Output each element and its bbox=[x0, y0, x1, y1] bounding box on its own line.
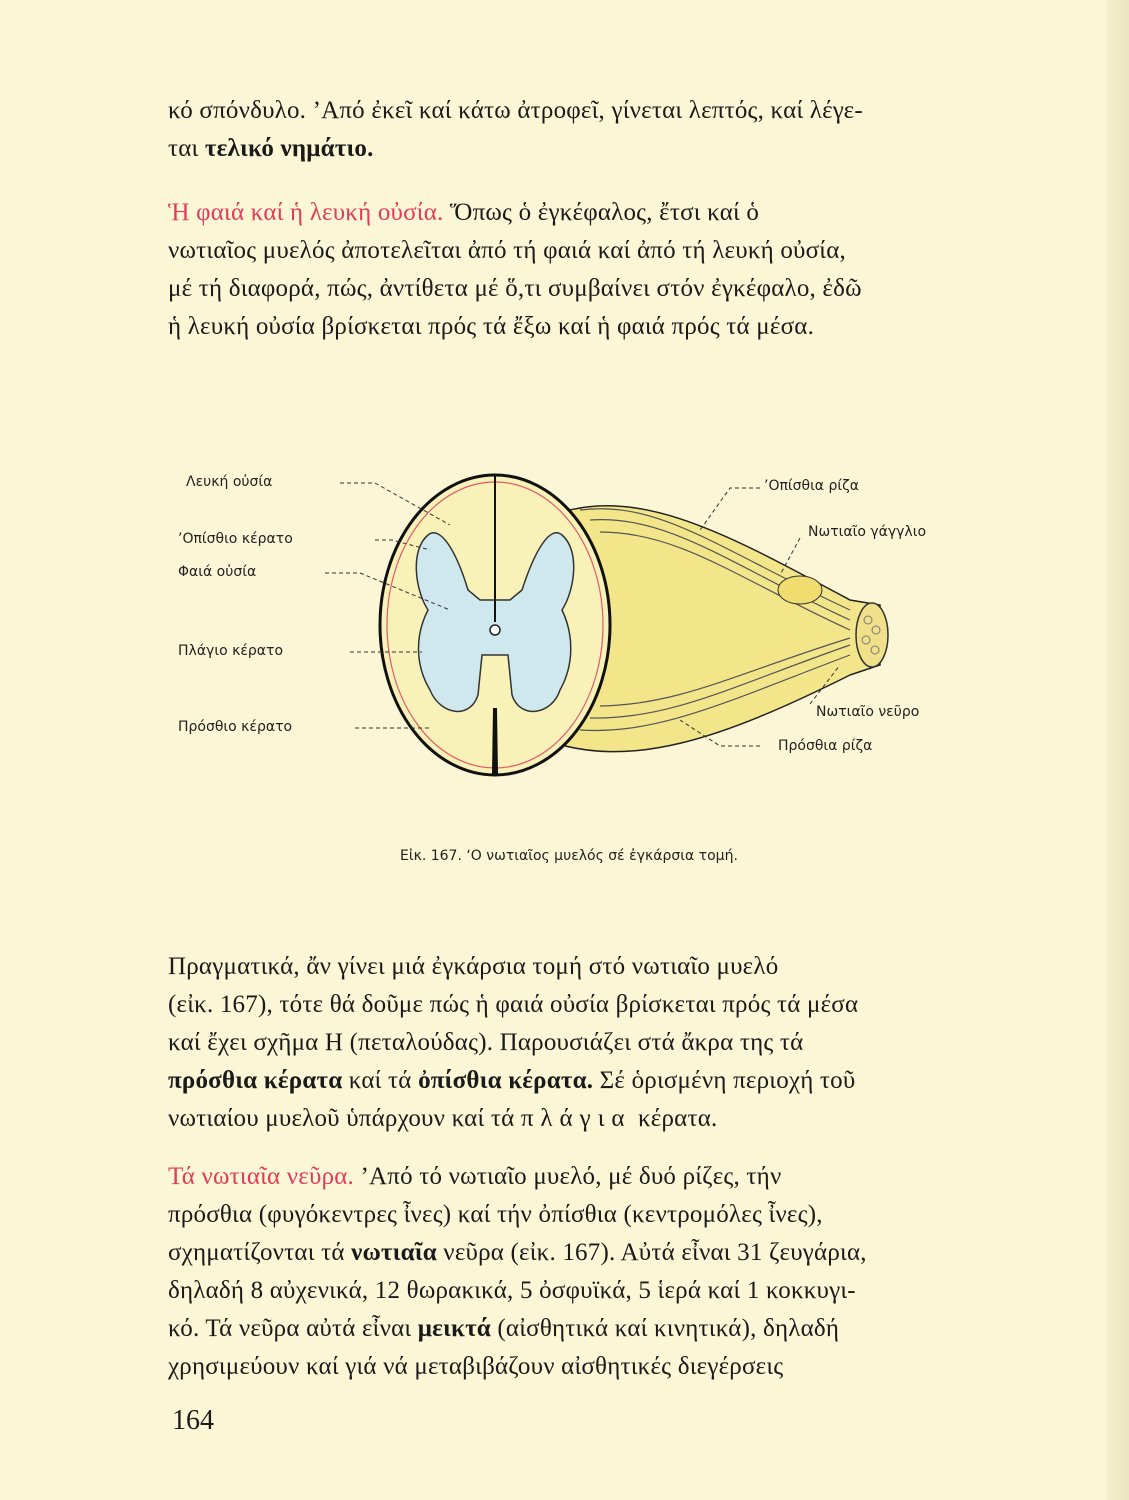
label-lateral-horn: Πλάγιο κέρατο bbox=[178, 643, 284, 659]
spinal-cord-diagram bbox=[160, 440, 1030, 840]
text-line: νωτιαίου μυελοῦ ὑπάρχουν καί τά πλάγια κέρατα. bbox=[168, 1105, 718, 1132]
term-terminal-filament: τελικό νημάτιο. bbox=[204, 135, 374, 162]
text-line: Ἡ φαιά καί ἡ λευκή οὐσία. Ὅπως ὁ ἐγκέφαλος, ἔτσι καί ὁ bbox=[168, 199, 760, 226]
text-line: δηλαδή 8 αὐχενικά, 12 θωρακικά, 5 ὀσφυϊκά, 5 ἱερά καί 1 κοκκυγι- bbox=[168, 1277, 856, 1304]
text-line: κό σπόνδυλο. ’Από ἐκεῖ καί κάτω ἀτροφεῖ, γίνεται λεπτός, καί λέγε- bbox=[168, 97, 863, 124]
paragraph-spinal-nerves bbox=[168, 1158, 1030, 1386]
label-white-matter: Λευκή οὐσία bbox=[186, 474, 273, 490]
term-lateral: πλάγια bbox=[520, 1105, 632, 1132]
label-posterior-root: ’Οπίσθια ρίζα bbox=[764, 478, 859, 494]
text-line: Πραγματικά, ἄν γίνει μιά ἐγκάρσια τομή στό νωτιαῖο μυελό bbox=[168, 953, 779, 980]
text-line: ἡ λευκή οὐσία βρίσκεται πρός τά ἔξω καί ἡ φαιά πρός τά μέσα. bbox=[168, 313, 815, 340]
label-anterior-root: Πρόσθια ρίζα bbox=[778, 738, 873, 754]
page-edge bbox=[1107, 0, 1129, 1500]
spinal-ganglion-shape bbox=[778, 576, 822, 604]
label-grey-matter: Φαιά οὐσία bbox=[178, 564, 257, 580]
text-line: καί ἔχει σχῆμα Η (πεταλούδας). Παρουσιάζει στά ἄκρα της τά bbox=[168, 1029, 804, 1056]
text-line: ται τελικό νημάτιο. bbox=[168, 135, 374, 162]
paragraph-horns bbox=[168, 948, 1030, 1138]
text-line: Τά νωτιαῖα νεῦρα. ’Από τό νωτιαῖο μυελό, μέ δυό ρίζες, τήν bbox=[168, 1163, 782, 1190]
anterior-median-fissure bbox=[492, 708, 498, 774]
term-spinal: νωτιαῖα bbox=[351, 1239, 437, 1266]
nerve-cut-end bbox=[856, 603, 888, 667]
text-line: πρόσθια (φυγόκεντρες ἶνες) καί τήν ὀπίσθια (κεντρομόλες ἶνες), bbox=[168, 1201, 823, 1228]
paragraph-top bbox=[168, 92, 1030, 168]
text-line: σχηματίζονται τά νωτιαῖα νεῦρα (εἰκ. 167). Αὐτά εἶναι 31 ζευγάρια, bbox=[168, 1239, 867, 1266]
text-line: (εἰκ. 167), τότε θά δοῦμε πώς ἡ φαιά οὐσία βρίσκεται πρός τά μέσα bbox=[168, 991, 859, 1018]
text-line: χρησιμεύουν καί γιά νά μεταβιβάζουν αἰσθητικές διεγέρσεις bbox=[168, 1353, 784, 1380]
label-anterior-horn: Πρόσθιο κέρατο bbox=[178, 719, 293, 735]
label-spinal-nerve: Νωτιαῖο νεῦρο bbox=[816, 704, 920, 720]
text-line: νωτιαῖος μυελός ἀποτελεῖται ἀπό τή φαιά καί ἀπό τή λευκή οὐσία, bbox=[168, 237, 846, 264]
text-line: κό. Τά νεῦρα αὐτά εἶναι μεικτά (αἰσθητικά καί κινητικά), δηλαδή bbox=[168, 1315, 840, 1342]
term-posterior-horns: ὀπίσθια κέρατα. bbox=[418, 1067, 594, 1094]
label-posterior-horn: ’Οπίσθιο κέρατο bbox=[178, 531, 293, 547]
text-line: μέ τή διαφορά, πώς, ἀντίθετα μέ ὅ,τι συμβαίνει στόν ἐγκέφαλο, ἐδῶ bbox=[168, 275, 862, 302]
section-heading: Ἡ φαιά καί ἡ λευκή οὐσία. bbox=[168, 199, 444, 226]
paragraph-grey-white-matter bbox=[168, 194, 1030, 346]
page-number: 164 bbox=[172, 1405, 214, 1436]
section-heading: Τά νωτιαῖα νεῦρα. bbox=[168, 1163, 355, 1190]
central-canal bbox=[490, 625, 500, 635]
text-line: πρόσθια κέρατα καί τά ὀπίσθια κέρατα. Σέ ὁρισμένη περιοχή τοῦ bbox=[168, 1067, 856, 1094]
figure-caption: Εἰκ. 167. ‘Ο νωτιαῖος μυελός σέ ἐγκάρσια τομή. bbox=[400, 848, 738, 864]
spinal-cord-figure bbox=[160, 440, 1030, 870]
term-anterior-horns: πρόσθια κέρατα bbox=[168, 1067, 343, 1094]
label-spinal-ganglion: Νωτιαῖο γάγγλιο bbox=[808, 524, 927, 540]
term-mixed: μεικτά bbox=[417, 1315, 491, 1342]
